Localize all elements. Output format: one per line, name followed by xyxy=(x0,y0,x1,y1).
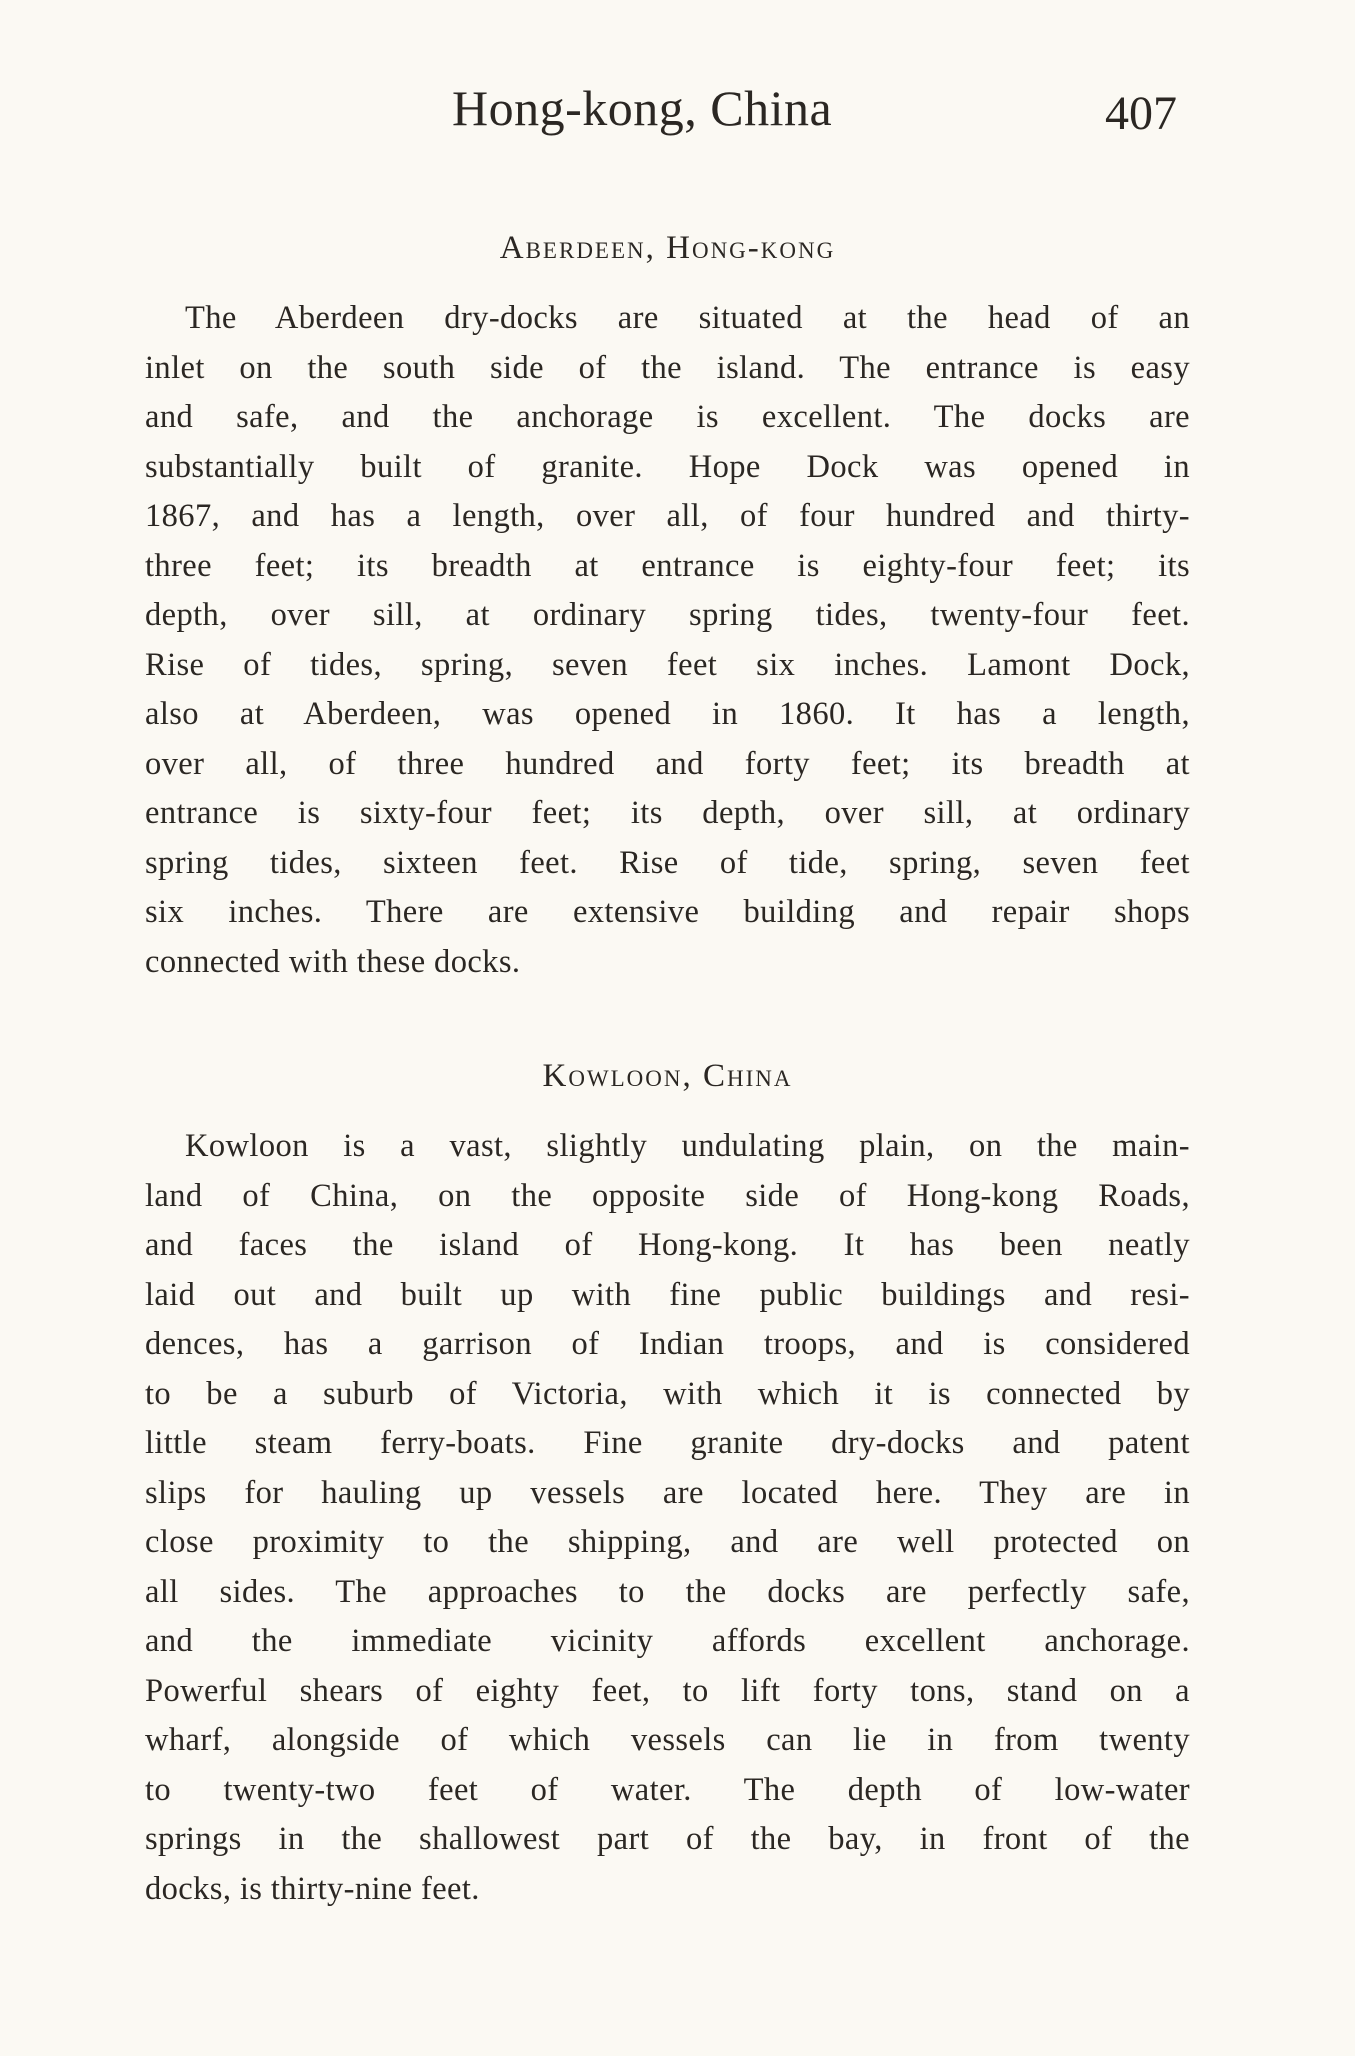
text-line: to be a suburb of Victoria, with which it is connected by xyxy=(145,1375,1190,1412)
text-line: dences, has a garrison of Indian troops, and is considered xyxy=(145,1326,1190,1362)
text-line: entrance is sixty-four feet; its depth, over sill, at ordinary xyxy=(145,795,1190,831)
paragraph-aberdeen xyxy=(145,294,1190,987)
text-line: six inches. There are extensive building and repair shops xyxy=(145,894,1190,930)
text-line: connected with these docks. xyxy=(145,943,521,980)
text-line: 1867, and has a length, over all, of four hundred and thirty- xyxy=(145,498,1190,534)
text-line: laid out and built up with fine public buildings and resi- xyxy=(145,1276,1190,1313)
text-line: slips for hauling up vessels are located here. They are in xyxy=(145,1474,1190,1511)
section-heading-aberdeen: Aberdeen, Hong-kong xyxy=(499,230,836,266)
text-line: depth, over sill, at ordinary spring tides, twenty-four feet. xyxy=(145,597,1190,633)
text-line: springs in the shallowest part of the bay, in front of the xyxy=(145,1821,1190,1857)
text-line: little steam ferry-boats. Fine granite dry-docks and patent xyxy=(145,1425,1190,1461)
text-line: Kowloon is a vast, slightly undulating plain, on the main- xyxy=(185,1128,1190,1164)
text-line: and the immediate vicinity affords excellent anchorage. xyxy=(145,1623,1190,1659)
text-line: Powerful shears of eighty feet, to lift forty tons, stand on a xyxy=(145,1672,1190,1709)
text-line: and safe, and the anchorage is excellent. The docks are xyxy=(145,399,1190,435)
text-line: and faces the island of Hong-kong. It has been neatly xyxy=(145,1227,1190,1263)
text-line: three feet; its breadth at entrance is eighty-four feet; its xyxy=(145,547,1190,584)
text-line: all sides. The approaches to the docks are perfectly safe, xyxy=(145,1573,1190,1610)
paragraph-kowloon xyxy=(145,1122,1190,1914)
running-title: Hong-kong, China xyxy=(452,80,833,136)
section-heading-kowloon: Kowloon, China xyxy=(542,1058,793,1094)
text-line: spring tides, sixteen feet. Rise of tide, spring, seven feet xyxy=(145,844,1190,881)
text-line: wharf, alongside of which vessels can lie in from twenty xyxy=(145,1722,1190,1758)
text-line: over all, of three hundred and forty feet; its breadth at xyxy=(145,745,1190,782)
text-line: also at Aberdeen, was opened in 1860. It has a length, xyxy=(145,696,1190,732)
text-line: land of China, on the opposite side of Hong-kong Roads, xyxy=(145,1177,1190,1214)
text-line: The Aberdeen dry-docks are situated at the head of an xyxy=(185,300,1190,336)
running-head xyxy=(0,78,1355,138)
text-line: close proximity to the shipping, and are well protected on xyxy=(145,1524,1190,1560)
text-line: to twenty-two feet of water. The depth of low-water xyxy=(145,1771,1190,1808)
text-line: Rise of tides, spring, seven feet six inches. Lamont Dock, xyxy=(145,646,1190,683)
text-line: inlet on the south side of the island. The entrance is easy xyxy=(145,349,1190,386)
text-line: docks, is thirty-nine feet. xyxy=(145,1870,480,1907)
page-number: 407 xyxy=(1105,87,1177,140)
text-line: substantially built of granite. Hope Dock was opened in xyxy=(145,448,1190,485)
